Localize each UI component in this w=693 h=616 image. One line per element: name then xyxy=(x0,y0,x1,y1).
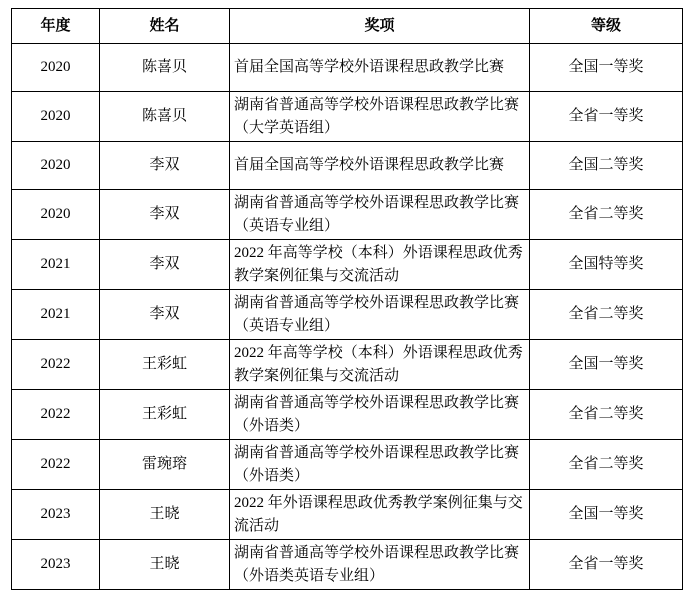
cell-year: 2022 xyxy=(12,390,100,440)
column-header-year: 年度 xyxy=(12,9,100,44)
cell-award: 首届全国高等学校外语课程思政教学比赛 xyxy=(230,44,530,92)
cell-level: 全国一等奖 xyxy=(530,490,683,540)
table-row xyxy=(12,92,683,142)
cell-level: 全国一等奖 xyxy=(530,340,683,390)
cell-year: 2022 xyxy=(12,340,100,390)
cell-name: 王彩虹 xyxy=(100,340,230,390)
cell-level: 全省一等奖 xyxy=(530,540,683,590)
cell-award: 湖南省普通高等学校外语课程思政教学比赛（英语专业组） xyxy=(230,190,530,240)
cell-year: 2020 xyxy=(12,44,100,92)
cell-name: 陈喜贝 xyxy=(100,92,230,142)
cell-year: 2023 xyxy=(12,490,100,540)
cell-award: 湖南省普通高等学校外语课程思政教学比赛（大学英语组） xyxy=(230,92,530,142)
cell-award: 湖南省普通高等学校外语课程思政教学比赛（外语类） xyxy=(230,440,530,490)
cell-award: 湖南省普通高等学校外语课程思政教学比赛（英语专业组） xyxy=(230,290,530,340)
table-header-row xyxy=(12,9,683,44)
cell-year: 2020 xyxy=(12,190,100,240)
table-row xyxy=(12,190,683,240)
table-row xyxy=(12,540,683,590)
cell-level: 全省二等奖 xyxy=(530,290,683,340)
cell-level: 全省二等奖 xyxy=(530,390,683,440)
table-row xyxy=(12,44,683,92)
cell-level: 全国二等奖 xyxy=(530,142,683,190)
cell-award: 2022 年外语课程思政优秀教学案例征集与交流活动 xyxy=(230,490,530,540)
cell-level: 全国特等奖 xyxy=(530,240,683,290)
cell-name: 王晓 xyxy=(100,540,230,590)
table-row xyxy=(12,390,683,440)
column-header-level: 等级 xyxy=(530,9,683,44)
cell-name: 雷琬瑢 xyxy=(100,440,230,490)
table-header xyxy=(12,9,683,44)
cell-year: 2022 xyxy=(12,440,100,490)
table-row xyxy=(12,440,683,490)
cell-award: 2022 年高等学校（本科）外语课程思政优秀教学案例征集与交流活动 xyxy=(230,240,530,290)
cell-year: 2021 xyxy=(12,240,100,290)
cell-level: 全省二等奖 xyxy=(530,190,683,240)
table-row xyxy=(12,240,683,290)
cell-name: 王彩虹 xyxy=(100,390,230,440)
cell-award: 2022 年高等学校（本科）外语课程思政优秀教学案例征集与交流活动 xyxy=(230,340,530,390)
cell-year: 2020 xyxy=(12,92,100,142)
cell-year: 2023 xyxy=(12,540,100,590)
award-table xyxy=(11,8,683,590)
cell-name: 李双 xyxy=(100,142,230,190)
table-body xyxy=(12,44,683,590)
cell-name: 李双 xyxy=(100,290,230,340)
cell-name: 李双 xyxy=(100,240,230,290)
cell-year: 2021 xyxy=(12,290,100,340)
cell-year: 2020 xyxy=(12,142,100,190)
cell-name: 王晓 xyxy=(100,490,230,540)
table-row xyxy=(12,290,683,340)
column-header-award: 奖项 xyxy=(230,9,530,44)
column-header-name: 姓名 xyxy=(100,9,230,44)
cell-award: 湖南省普通高等学校外语课程思政教学比赛（外语类英语专业组） xyxy=(230,540,530,590)
cell-level: 全省二等奖 xyxy=(530,440,683,490)
table-row xyxy=(12,490,683,540)
cell-level: 全国一等奖 xyxy=(530,44,683,92)
cell-name: 陈喜贝 xyxy=(100,44,230,92)
cell-award: 首届全国高等学校外语课程思政教学比赛 xyxy=(230,142,530,190)
table-row xyxy=(12,340,683,390)
cell-name: 李双 xyxy=(100,190,230,240)
table-row xyxy=(12,142,683,190)
cell-award: 湖南省普通高等学校外语课程思政教学比赛（外语类） xyxy=(230,390,530,440)
cell-level: 全省一等奖 xyxy=(530,92,683,142)
